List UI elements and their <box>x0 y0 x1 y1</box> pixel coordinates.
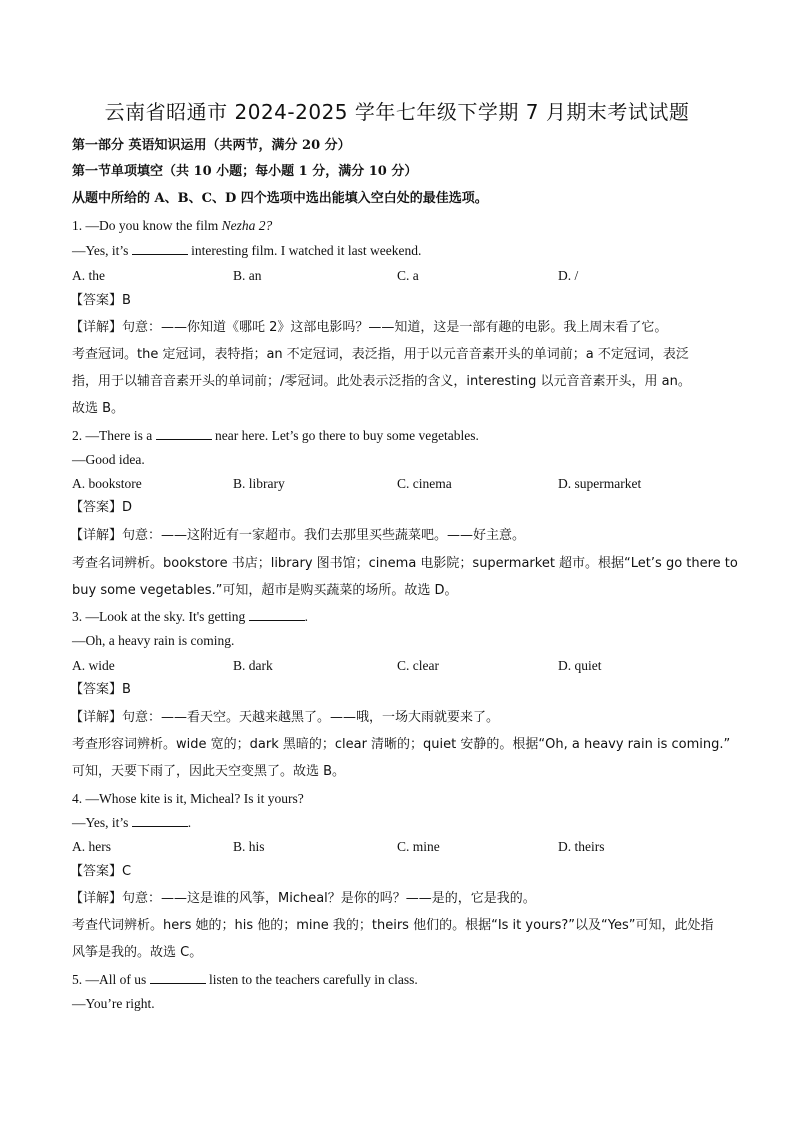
question-2-option-c: C. cinema <box>397 476 452 491</box>
question-1-explanation-4: 故选 B。 <box>72 401 125 416</box>
question-3-line-2: —Oh, a heavy rain is coming. <box>72 633 235 648</box>
question-3-option-d: D. quiet <box>558 658 602 673</box>
question-3-option-a: A. wide <box>72 658 115 673</box>
instruction: 从题中所给的 A、B、C、D 四个选项中选出能填入空白处的最佳选项。 <box>72 191 488 206</box>
question-4-option-d: D. theirs <box>558 839 605 854</box>
question-1-option-b: B. an <box>233 268 262 283</box>
question-4-explanation-3: 风筝是我的。故选 C。 <box>72 945 203 960</box>
question-1-explanation-3: 指，用于以辅音音素开头的单词前；/零冠词。此处表示泛指的含义，interesting 以元音音素开头，用 an。 <box>72 374 691 389</box>
question-4-option-b: B. his <box>233 839 265 854</box>
question-5-line-1: 5. —All of us listen to the teachers carefully in class. <box>72 972 418 987</box>
question-4-line-1: 4. —Whose kite is it, Micheal? Is it yours? <box>72 791 304 806</box>
answer-blank <box>132 242 188 255</box>
question-2-option-a: A. bookstore <box>72 476 142 491</box>
answer-blank <box>249 608 305 621</box>
question-3-option-c: C. clear <box>397 658 439 673</box>
page-title: 云南省昭通市 2024-2025 学年七年级下学期 7 月期末考试试题 <box>104 100 690 124</box>
question-4-option-a: A. hers <box>72 839 111 854</box>
question-1-line-1: 1. —Do you know the film Nezha 2? <box>72 218 273 233</box>
question-1-option-a: A. the <box>72 268 105 283</box>
question-2-answer: 【答案】D <box>70 500 133 515</box>
question-3-line-1: 3. —Look at the sky. It's getting . <box>72 609 309 624</box>
answer-blank <box>156 427 212 440</box>
answer-blank <box>132 814 188 827</box>
question-2-line-1: 2. —There is a near here. Let’s go there to buy some vegetables. <box>72 428 479 443</box>
film-title: Nezha 2? <box>221 218 273 233</box>
answer-blank <box>150 971 206 984</box>
question-2-line-2: —Good idea. <box>72 452 145 467</box>
question-5-line-2: —You’re right. <box>72 996 155 1011</box>
question-2-explanation-1: 【详解】句意：——这附近有一家超市。我们去那里买些蔬菜吧。——好主意。 <box>70 528 526 543</box>
part-heading: 第一部分 英语知识运用（共两节，满分 20 分） <box>72 138 351 153</box>
question-2-explanation-2: 考查名词辨析。bookstore 书店；library 图书馆；cinema 电影院；supermarket 超市。根据“Let’s go there to <box>72 556 738 571</box>
question-3-explanation-3: 可知，天要下雨了，因此天空变黑了。故选 B。 <box>72 764 346 779</box>
question-1-explanation-1: 【详解】句意：——你知道《哪吒 2》这部电影吗？——知道，这是一部有趣的电影。我上周末看了它。 <box>70 320 668 335</box>
question-4-explanation-1: 【详解】句意：——这是谁的风筝，Micheal？是你的吗？——是的，它是我的。 <box>70 891 536 906</box>
question-1-option-c: C. a <box>397 268 419 283</box>
question-1-option-d: D. / <box>558 268 579 283</box>
question-3-explanation-2: 考查形容词辨析。wide 宽的；dark 黑暗的；clear 清晰的；quiet 安静的。根据“Oh, a heavy rain is coming.” <box>72 737 731 752</box>
question-2-option-b: B. library <box>233 476 285 491</box>
question-2-explanation-3: buy some vegetables.”可知，超市是购买蔬菜的场所。故选 D。 <box>72 583 458 598</box>
question-4-answer: 【答案】C <box>70 864 132 879</box>
question-2-option-d: D. supermarket <box>558 476 642 491</box>
question-4-line-2: —Yes, it’s . <box>72 815 192 830</box>
question-4-explanation-2: 考查代词辨析。hers 她的；his 他的；mine 我的；theirs 他们的。根据“Is it yours?”以及“Yes”可知，此处指 <box>72 918 714 933</box>
question-3-option-b: B. dark <box>233 658 273 673</box>
question-1-line-2: —Yes, it’s interesting film. I watched it last weekend. <box>72 243 422 258</box>
question-3-answer: 【答案】B <box>70 682 131 697</box>
question-1-explanation-2: 考查冠词。the 定冠词，表特指；an 不定冠词，表泛指，用于以元音音素开头的单词前；a 不定冠词，表泛 <box>72 347 689 362</box>
question-4-option-c: C. mine <box>397 839 440 854</box>
section-heading: 第一节单项填空（共 10 小题；每小题 1 分，满分 10 分） <box>72 164 418 179</box>
question-1-answer: 【答案】B <box>70 293 131 308</box>
question-3-explanation-1: 【详解】句意：——看天空。天越来越黑了。——哦，一场大雨就要来了。 <box>70 710 500 725</box>
